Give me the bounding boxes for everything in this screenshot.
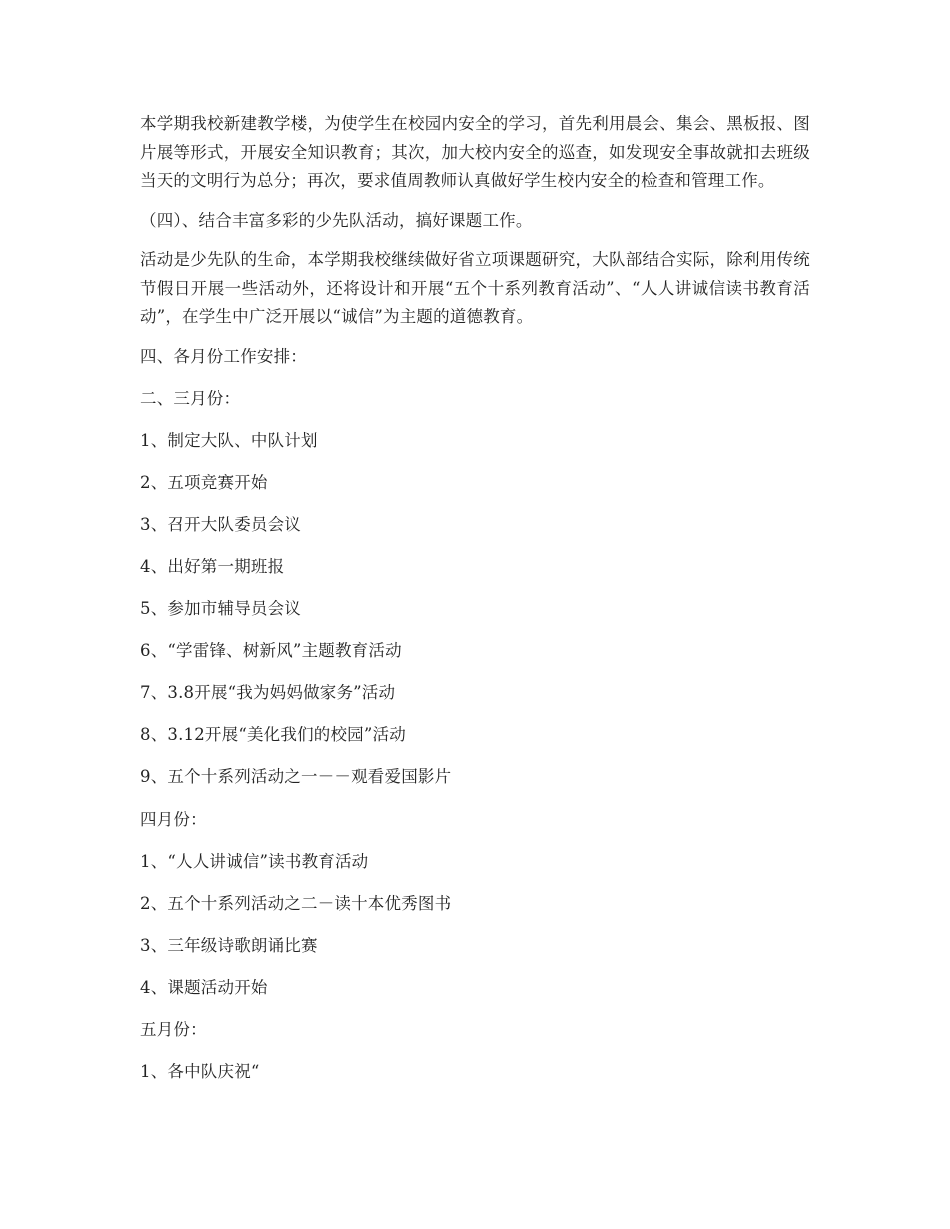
list-item: 1、各中队庆祝“ xyxy=(140,1062,260,1082)
list-item: 4、课题活动开始 xyxy=(140,977,268,997)
month-title-may: 五月份： xyxy=(140,1020,207,1039)
list-item: 1、“人人讲诚信”读书教育活动 xyxy=(140,851,369,871)
list-item: 1、制定大队、中队计划 xyxy=(140,430,318,450)
document-body xyxy=(140,110,810,1100)
list-item: 3、召开大队委员会议 xyxy=(140,514,301,534)
list-item: 4、出好第一期班报 xyxy=(140,556,285,576)
list-item: 3、三年级诗歌朗诵比赛 xyxy=(140,935,318,955)
paragraph-safety-education: 本学期我校新建教学楼，为使学生在校园内安全的学习，首先利用晨会、集会、黑板报、图片展等形式，开展安全知识教育；其次，加大校内安全的巡查，如发现安全事故就扣去班级当天的文明行为总分；再次，要求值周教师认真做好学生校内安全的检查和管理工作。 xyxy=(140,114,810,190)
list-item: 7、3.8开展“我为妈妈做家务”活动 xyxy=(140,683,396,703)
month-title-feb-mar: 二、三月份： xyxy=(140,388,241,408)
list-item: 5、参加市辅导员会议 xyxy=(140,599,301,619)
list-item: 2、五项竞赛开始 xyxy=(140,472,268,492)
paragraph-activities: 活动是少先队的生命，本学期我校继续做好省立项课题研究，大队部结合实际，除利用传统节假日开展一些活动外，还将设计和开展“五个十系列教育活动”、“人人讲诚信读书教育活动”，在学生中广泛开展以“诚信”为主题的道德教育。 xyxy=(140,250,810,326)
list-item: 2、五个十系列活动之二－读十本优秀图书 xyxy=(140,893,452,913)
list-item: 9、五个十系列活动之一－－观看爱国影片 xyxy=(140,767,452,787)
list-item: 6、“学雷锋、树新风”主题教育活动 xyxy=(140,641,402,661)
paragraph-subheading-four: （四）、结合丰富多彩的少先队活动，搞好课题工作。 xyxy=(140,210,533,230)
list-item: 8、3.12开展“美化我们的校园”活动 xyxy=(140,725,406,745)
month-title-april: 四月份： xyxy=(140,809,207,829)
section-heading: 四、各月份工作安排： xyxy=(140,346,307,366)
